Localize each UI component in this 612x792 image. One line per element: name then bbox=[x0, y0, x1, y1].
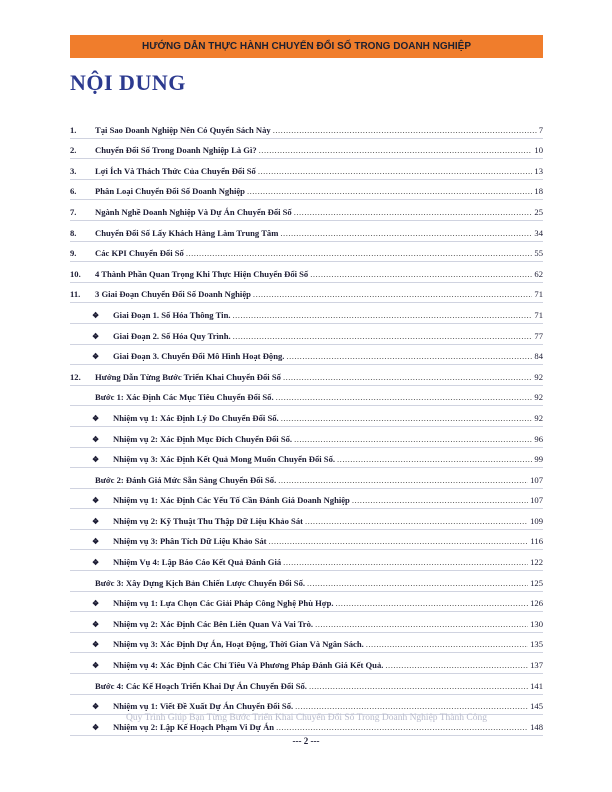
toc-entry-number: 9. bbox=[70, 248, 77, 259]
toc-entry-page: 25 bbox=[534, 206, 543, 217]
toc-entry-number: 10. bbox=[70, 268, 81, 279]
toc-entry[interactable] bbox=[70, 221, 543, 242]
dot-leader bbox=[305, 516, 528, 526]
toc-entry[interactable] bbox=[70, 180, 543, 201]
diamond-bullet-icon: ❖ bbox=[92, 331, 100, 341]
toc-entry-page: 77 bbox=[534, 330, 543, 341]
toc-entry-number: 6. bbox=[70, 186, 77, 197]
toc-entry[interactable] bbox=[70, 571, 543, 592]
header-banner bbox=[70, 35, 543, 58]
toc-entry-number: 12. bbox=[70, 371, 81, 382]
page-number: --- 2 --- bbox=[292, 736, 320, 746]
dot-leader bbox=[336, 598, 529, 608]
toc-entry-title: Hướng Dẫn Từng Bước Triển Khai Chuyển Đổi Số bbox=[95, 371, 281, 382]
diamond-bullet-icon: ❖ bbox=[92, 661, 100, 671]
dot-leader bbox=[366, 639, 528, 649]
toc-entry-title: Lợi Ích Và Thách Thức Của Chuyển Đổi Số bbox=[95, 165, 256, 176]
toc-entry[interactable] bbox=[70, 324, 543, 345]
toc-entry[interactable] bbox=[70, 653, 543, 674]
toc-entry-page: 71 bbox=[534, 289, 543, 300]
toc-entry-title: 3 Giai Đoạn Chuyển Đổi Số Doanh Nghiệp bbox=[95, 289, 251, 300]
dot-leader bbox=[233, 310, 533, 320]
dot-leader bbox=[276, 392, 533, 402]
toc-entry-number: 7. bbox=[70, 206, 77, 217]
toc-entry[interactable] bbox=[70, 242, 543, 263]
toc-entry[interactable] bbox=[70, 612, 543, 633]
dot-leader bbox=[186, 248, 533, 258]
toc-entry-page: 55 bbox=[534, 248, 543, 259]
toc-entry-page: 92 bbox=[534, 392, 543, 403]
dot-leader bbox=[337, 454, 532, 464]
table-of-contents bbox=[70, 118, 543, 736]
toc-entry-page: 107 bbox=[530, 474, 543, 485]
toc-entry-page: 71 bbox=[534, 309, 543, 320]
toc-entry[interactable] bbox=[70, 139, 543, 160]
dot-leader bbox=[295, 701, 528, 711]
diamond-bullet-icon: ❖ bbox=[92, 702, 100, 712]
diamond-bullet-icon: ❖ bbox=[92, 537, 100, 547]
toc-entry[interactable] bbox=[70, 345, 543, 366]
diamond-bullet-icon: ❖ bbox=[92, 413, 100, 423]
dot-leader bbox=[278, 475, 528, 485]
toc-entry-page: 107 bbox=[530, 495, 543, 506]
toc-entry-number: 8. bbox=[70, 227, 77, 238]
diamond-bullet-icon: ❖ bbox=[92, 640, 100, 650]
toc-entry-title: Nhiệm vụ 3: Phân Tích Dữ Liệu Khảo Sát bbox=[113, 536, 267, 547]
toc-entry-title: Nhiệm vụ 1: Xác Định Các Yếu Tố Cần Đánh Giá Doanh Nghiệp bbox=[113, 495, 350, 506]
toc-entry-page: 137 bbox=[530, 660, 543, 671]
toc-entry-title: Nhiệm vụ 4: Xác Định Các Chỉ Tiêu Và Phương Pháp Đánh Giá Kết Quả. bbox=[113, 660, 384, 671]
toc-entry[interactable] bbox=[70, 448, 543, 469]
diamond-bullet-icon: ❖ bbox=[92, 352, 100, 362]
diamond-bullet-icon: ❖ bbox=[92, 722, 100, 732]
toc-entry-title: Nhiệm vụ 1: Xác Định Lý Do Chuyển Đổi Số. bbox=[113, 412, 279, 423]
toc-entry-title: Phân Loại Chuyển Đổi Số Doanh Nghiệp bbox=[95, 186, 245, 197]
diamond-bullet-icon: ❖ bbox=[92, 496, 100, 506]
toc-entry[interactable] bbox=[70, 592, 543, 613]
dot-leader bbox=[283, 372, 532, 382]
toc-entry-page: 84 bbox=[534, 351, 543, 362]
toc-entry[interactable] bbox=[70, 633, 543, 654]
toc-entry[interactable] bbox=[70, 386, 543, 407]
toc-entry-page: 122 bbox=[530, 557, 543, 568]
toc-entry-title: Ngành Nghề Doanh Nghiệp Và Dự Án Chuyển Đổi Số bbox=[95, 206, 292, 217]
dot-leader bbox=[247, 186, 532, 196]
toc-entry-title: Bước 4: Các Kế Hoạch Triển Khai Dự Án Chuyển Đổi Số. bbox=[95, 680, 307, 691]
dot-leader bbox=[276, 722, 528, 732]
dot-leader bbox=[280, 228, 532, 238]
toc-entry-page: 125 bbox=[530, 577, 543, 588]
dot-leader bbox=[286, 351, 532, 361]
toc-entry-page: 92 bbox=[534, 412, 543, 423]
toc-entry-page: 96 bbox=[534, 433, 543, 444]
dot-leader bbox=[269, 536, 529, 546]
toc-entry[interactable] bbox=[70, 365, 543, 386]
dot-leader bbox=[259, 145, 533, 155]
toc-entry-title: Chuyển Đổi Số Lấy Khách Hàng Làm Trung Tâm bbox=[95, 227, 279, 238]
toc-entry-title: Chuyển Đổi Số Trong Doanh Nghiệp Là Gì? bbox=[95, 145, 257, 156]
toc-entry-page: 130 bbox=[530, 618, 543, 629]
toc-entry-title: Nhiệm vụ 3: Xác Định Dự Án, Hoạt Động, Thời Gian Và Ngân Sách. bbox=[113, 639, 364, 650]
toc-entry[interactable] bbox=[70, 509, 543, 530]
dot-leader bbox=[310, 269, 532, 279]
toc-entry-title: Nhiệm vụ 2: Kỹ Thuật Thu Thập Dữ Liệu Khảo Sát bbox=[113, 515, 303, 526]
dot-leader bbox=[309, 681, 528, 691]
toc-entry-number: 2. bbox=[70, 145, 77, 156]
toc-entry[interactable] bbox=[70, 159, 543, 180]
toc-entry-title: Nhiệm vụ 2: Xác Định Các Bên Liên Quan Và Vai Trò. bbox=[113, 618, 314, 629]
toc-entry-page: 34 bbox=[534, 227, 543, 238]
toc-entry[interactable] bbox=[70, 468, 543, 489]
toc-entry[interactable] bbox=[70, 674, 543, 695]
dot-leader bbox=[258, 166, 533, 176]
diamond-bullet-icon: ❖ bbox=[92, 619, 100, 629]
toc-entry-title: Nhiệm vụ 3: Xác Định Kết Quả Mong Muốn Chuyển Đổi Số. bbox=[113, 454, 336, 465]
toc-entry-title: Các KPI Chuyển Đổi Số bbox=[95, 248, 184, 259]
toc-entry-number: 3. bbox=[70, 165, 77, 176]
diamond-bullet-icon: ❖ bbox=[92, 310, 100, 320]
toc-entry-title: Giai Đoạn 1. Số Hóa Thông Tin. bbox=[113, 309, 231, 320]
dot-leader bbox=[253, 289, 532, 299]
toc-entry-title: Bước 3: Xây Dựng Kịch Bản Chiến Lược Chuyển Đổi Số. bbox=[95, 577, 306, 588]
toc-entry-page: 62 bbox=[534, 268, 543, 279]
toc-entry-page: 92 bbox=[534, 371, 543, 382]
diamond-bullet-icon: ❖ bbox=[92, 558, 100, 568]
toc-entry[interactable] bbox=[70, 530, 543, 551]
toc-entry-title: Nhiệm vụ 1: Viết Đề Xuất Dự Án Chuyển Đổi Số. bbox=[113, 701, 294, 712]
dot-leader bbox=[307, 578, 528, 588]
toc-entry[interactable] bbox=[70, 283, 543, 304]
header-title: HƯỚNG DẪN THỰC HÀNH CHUYỂN ĐỔI SỐ TRONG DOANH NGHIỆP bbox=[141, 41, 472, 52]
toc-entry-title: Nhiệm vụ 2: Xác Định Mục Đích Chuyển Đổi Số. bbox=[113, 433, 293, 444]
toc-entry-page: 99 bbox=[534, 454, 543, 465]
toc-entry[interactable] bbox=[70, 489, 543, 510]
dot-leader bbox=[352, 495, 528, 505]
toc-entry-title: Nhiệm vụ 2: Lập Kế Hoạch Phạm Vi Dự Án bbox=[113, 721, 275, 732]
dot-leader bbox=[294, 207, 533, 217]
toc-entry-page: 18 bbox=[534, 186, 543, 197]
dot-leader bbox=[281, 413, 533, 423]
diamond-bullet-icon: ❖ bbox=[92, 434, 100, 444]
toc-entry[interactable] bbox=[70, 406, 543, 427]
toc-entry-page: 145 bbox=[530, 701, 543, 712]
dot-leader bbox=[233, 331, 533, 341]
dot-leader bbox=[283, 557, 528, 567]
toc-entry-title: Giai Đoạn 3. Chuyển Đổi Mô Hình Hoạt Động. bbox=[113, 351, 285, 362]
footer-tagline: Quy Trình Giúp Bạn Từng Bước Triển Khai Chuyển Đổi Số Trong Doanh Nghiệp Thành Công bbox=[126, 713, 487, 723]
toc-entry-title: Nhiệm vụ 1: Lựa Chọn Các Giải Pháp Công Nghệ Phù Hợp. bbox=[113, 598, 334, 609]
toc-entry[interactable] bbox=[70, 303, 543, 324]
toc-entry-title: 4 Thành Phần Quan Trọng Khi Thực Hiện Chuyển Đổi Số bbox=[95, 268, 309, 279]
toc-entry[interactable] bbox=[70, 550, 543, 571]
toc-entry[interactable] bbox=[70, 118, 543, 139]
toc-entry-title: Giai Đoạn 2. Số Hóa Quy Trình. bbox=[113, 330, 231, 341]
toc-entry-page: 7 bbox=[538, 124, 543, 135]
dot-leader bbox=[315, 619, 528, 629]
toc-entry-title: Nhiệm Vụ 4: Lập Báo Cáo Kết Quả Đánh Giá bbox=[113, 557, 282, 568]
toc-entry-title: Tại Sao Doanh Nghiệp Nên Có Quyển Sách Này bbox=[95, 124, 271, 135]
toc-heading: NỘI DUNG bbox=[70, 70, 186, 95]
diamond-bullet-icon: ❖ bbox=[92, 516, 100, 526]
toc-entry-number: 11. bbox=[70, 289, 81, 300]
toc-entry-title: Bước 1: Xác Định Các Mục Tiêu Chuyển Đổi Số. bbox=[95, 392, 274, 403]
toc-entry-page: 126 bbox=[530, 598, 543, 609]
toc-entry-page: 10 bbox=[534, 145, 543, 156]
toc-entry-title: Bước 2: Đánh Giá Mức Sẵn Sàng Chuyển Đổi Số. bbox=[95, 474, 277, 485]
toc-entry-number: 1. bbox=[70, 124, 77, 135]
toc-entry[interactable] bbox=[70, 427, 543, 448]
toc-entry-page: 141 bbox=[530, 680, 543, 691]
toc-entry-page: 109 bbox=[530, 515, 543, 526]
toc-entry[interactable] bbox=[70, 262, 543, 283]
toc-entry-page: 148 bbox=[530, 721, 543, 732]
dot-leader bbox=[294, 434, 532, 444]
toc-entry-page: 135 bbox=[530, 639, 543, 650]
diamond-bullet-icon: ❖ bbox=[92, 455, 100, 465]
toc-entry-page: 13 bbox=[534, 165, 543, 176]
toc-entry[interactable] bbox=[70, 200, 543, 221]
diamond-bullet-icon: ❖ bbox=[92, 599, 100, 609]
toc-entry-page: 116 bbox=[530, 536, 543, 547]
dot-leader bbox=[385, 660, 528, 670]
dot-leader bbox=[273, 125, 537, 135]
